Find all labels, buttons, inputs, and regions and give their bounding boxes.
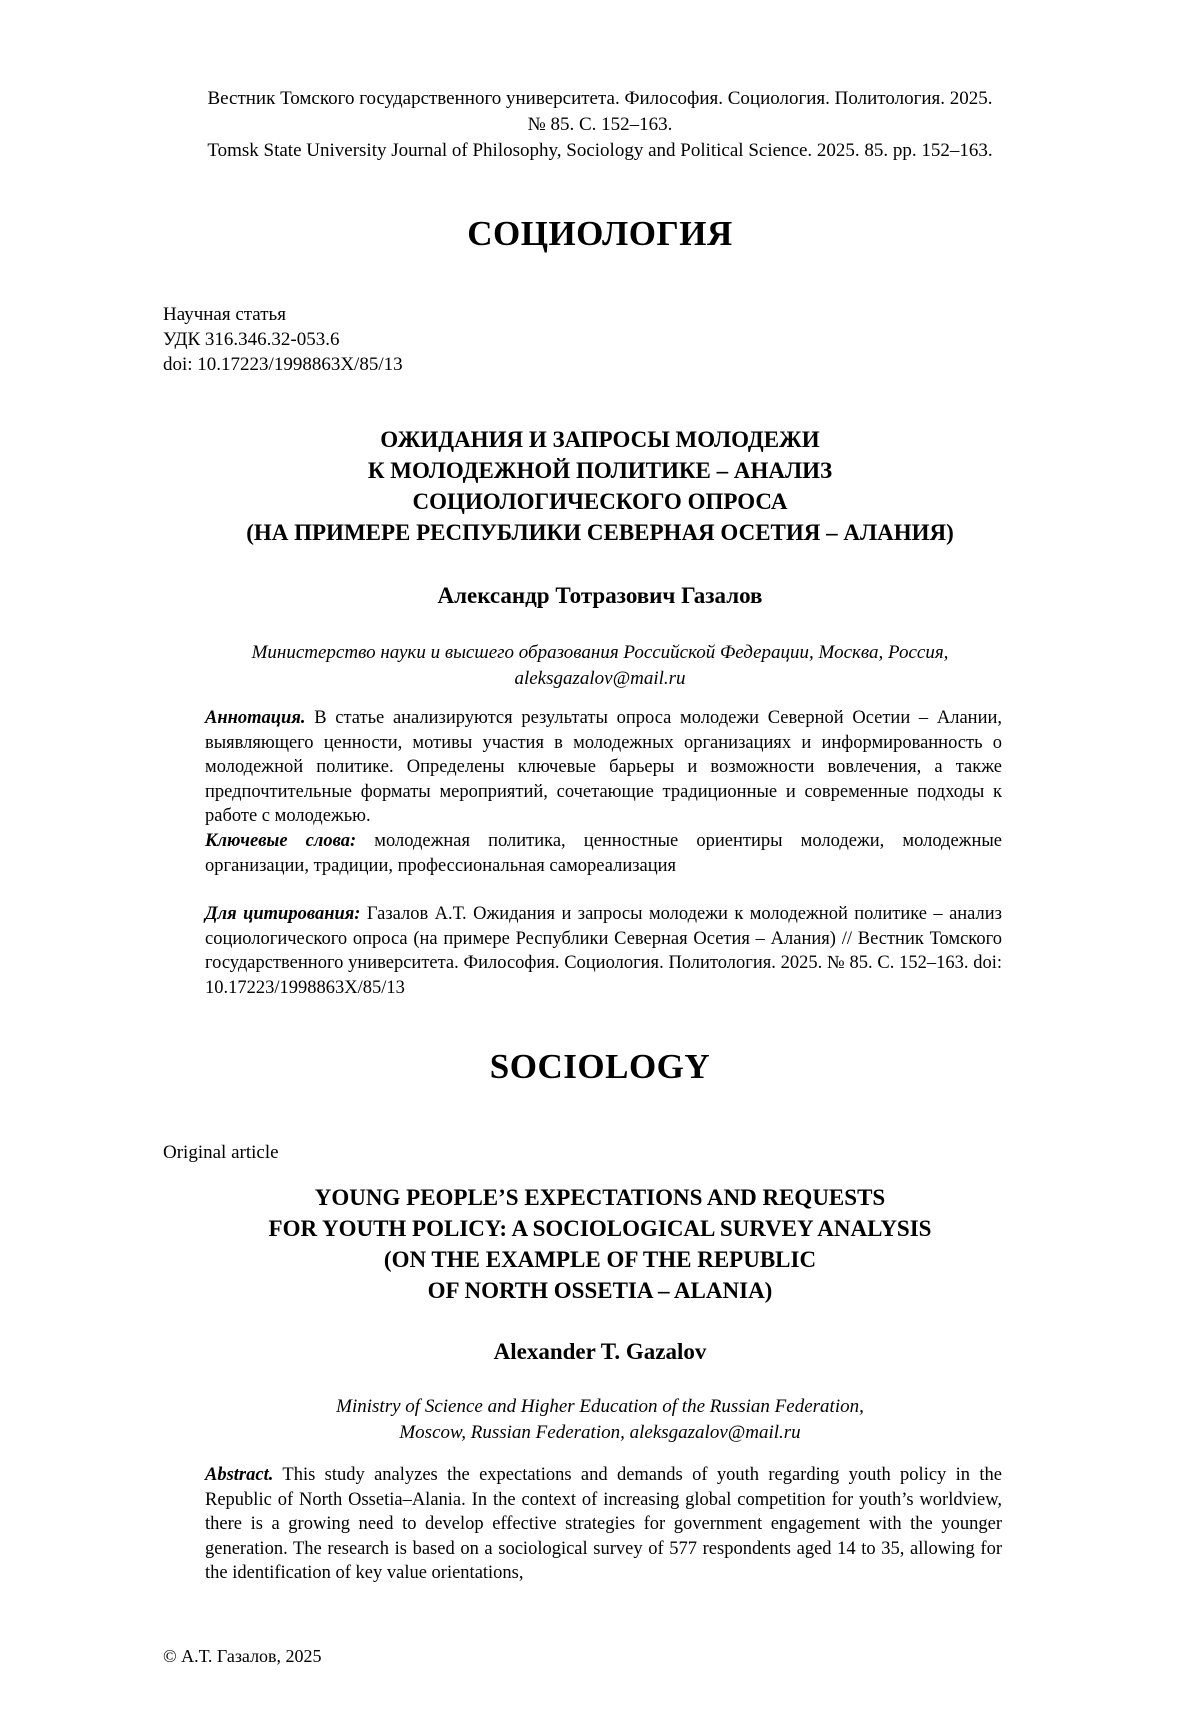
affiliation-text: Министерство науки и высшего образования Российской Федерации, Москва, Россия, bbox=[251, 642, 949, 663]
title-line: YOUNG PEOPLE’S EXPECTATIONS AND REQUESTS bbox=[314, 1185, 886, 1210]
section-title-en: SOCIOLOGY bbox=[489, 1047, 711, 1086]
affiliation-ru bbox=[150, 640, 1050, 692]
title-line: (НА ПРИМЕРЕ РЕСПУБЛИКИ СЕВЕРНАЯ ОСЕТИЯ – АЛАНИЯ) bbox=[246, 520, 954, 545]
title-line: СОЦИОЛОГИЧЕСКОГО ОПРОСА bbox=[412, 489, 788, 514]
author-ru: Александр Тотразович Газалов bbox=[437, 583, 763, 608]
abstract-ru bbox=[205, 706, 1002, 878]
keywords-text: молодежная политика, ценностные ориентиры молодежи, молодежные организации, традиции, профессиональная самореализация bbox=[205, 830, 1002, 876]
author-en: Alexander T. Gazalov bbox=[493, 1339, 707, 1364]
keywords-paragraph bbox=[205, 829, 1002, 878]
article-type-en: Original article bbox=[163, 1142, 279, 1163]
title-line: ОЖИДАНИЯ И ЗАПРОСЫ МОЛОДЕЖИ bbox=[380, 427, 820, 452]
article-title-ru bbox=[100, 424, 1100, 548]
udk-code: УДК 316.346.32-053.6 bbox=[163, 329, 340, 350]
affiliation-line2: Moscow, Russian Federation, aleksgazalov@mail.ru bbox=[399, 1422, 801, 1443]
citation-text: Газалов А.Т. Ожидания и запросы молодежи к молодежной политике – анализ социологического опроса (на примере Республики Северная Осетия – Алания) // Вестник Томского государственного университета. Философия. Социология. Политология. 2025. № 85. С. 152–163. doi: 10.17223/1998863Х/85/13 bbox=[205, 904, 1002, 998]
title-line: К МОЛОДЕЖНОЙ ПОЛИТИКЕ – АНАЛИЗ bbox=[367, 458, 833, 483]
keywords-label: Ключевые слова: bbox=[205, 830, 357, 851]
title-line: (ON THE EXAMPLE OF THE REPUBLIC bbox=[383, 1247, 817, 1272]
journal-ru-line1: Вестник Томского государственного университета. Философия. Социология. Политология. 2025. bbox=[207, 88, 993, 109]
abstract-label: Abstract. bbox=[205, 1465, 274, 1485]
title-line: OF NORTH OSSETIA – ALANIA) bbox=[427, 1278, 773, 1303]
section-title-ru: СОЦИОЛОГИЯ bbox=[467, 214, 733, 253]
article-title-en bbox=[100, 1182, 1100, 1306]
doi: doi: 10.17223/1998863Х/85/13 bbox=[163, 354, 403, 375]
citation-ru bbox=[205, 902, 1002, 1000]
author-email: aleksgazalov@mail.ru bbox=[514, 668, 686, 689]
journal-en: Tomsk State University Journal of Philosophy, Sociology and Political Science. 2025. 85. pp. 152–163. bbox=[207, 140, 993, 161]
title-line: FOR YOUTH POLICY: A SOCIOLOGICAL SURVEY ANALYSIS bbox=[268, 1216, 932, 1241]
abstract-label: Аннотация. bbox=[205, 708, 306, 728]
abstract-text: В статье анализируются результаты опроса молодежи Северной Осетии – Алании, выявляющего ценности, мотивы участия в молодежных организациях и информированность о молодежной политике. Определены ключевые барьеры и возможности вовлечения, а также предпочтительные форматы мероприятий, сочетающие традиционные и современные подходы к работе с молодежью. bbox=[205, 708, 1003, 827]
article-meta bbox=[163, 302, 403, 377]
abstract-paragraph bbox=[205, 706, 1002, 829]
abstract-en bbox=[205, 1463, 1002, 1586]
affiliation-en bbox=[150, 1394, 1050, 1446]
citation-label: Для цитирования: bbox=[205, 904, 361, 924]
affiliation-line1: Ministry of Science and Higher Education of the Russian Federation, bbox=[336, 1396, 864, 1417]
article-type-ru: Научная статья bbox=[163, 304, 286, 325]
copyright-notice: © А.Т. Газалов, 2025 bbox=[163, 1646, 322, 1666]
journal-header bbox=[100, 86, 1100, 164]
abstract-text: This study analyzes the expectations and demands of youth regarding youth policy in the Republic of North Ossetia–Alania. In the context of increasing global competition for youth’s worldview, there is a growing need to develop effective strategies for government engagement with the younger generation. The research is based on a sociological survey of 577 respondents aged 14 to 35, allowing for the identification of key value orientations, bbox=[205, 1465, 1002, 1584]
journal-ru-line2: № 85. С. 152–163. bbox=[527, 114, 673, 135]
